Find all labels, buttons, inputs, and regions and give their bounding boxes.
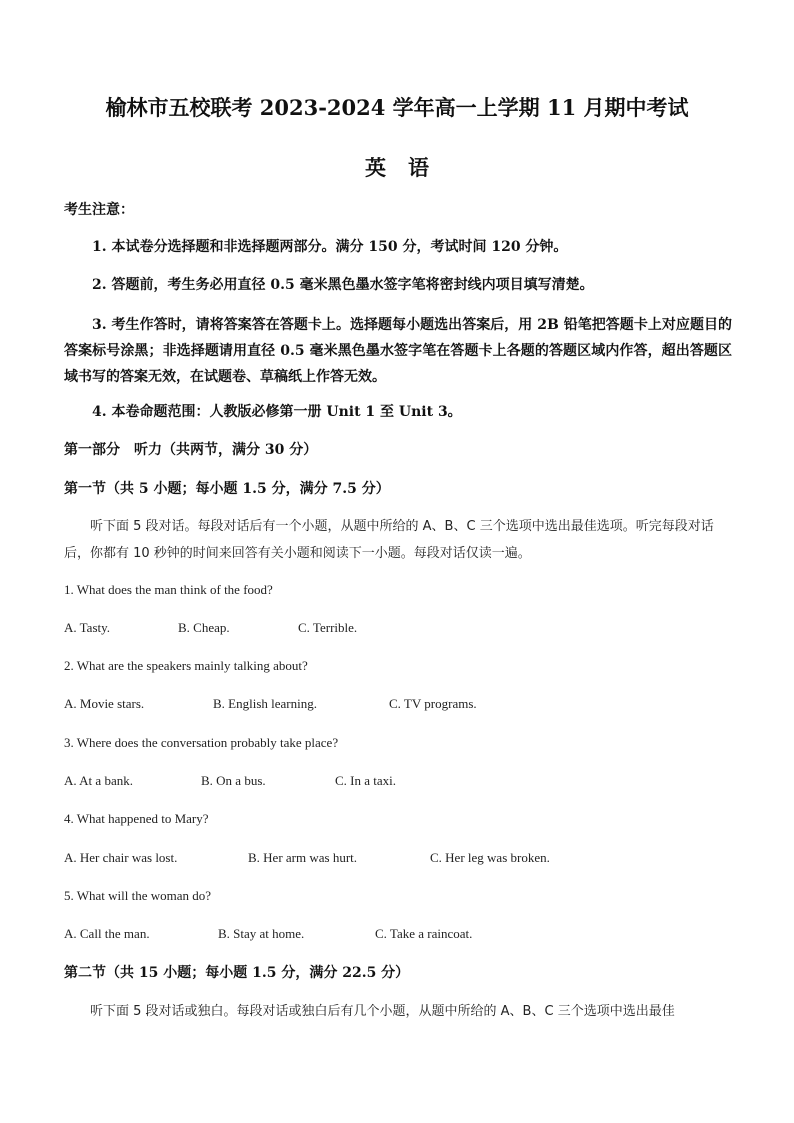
question-3-option-a: A. At a bank. [64,773,133,788]
question-5-option-a: A. Call the man. [64,926,150,941]
question-3-option-c: C. In a taxi. [335,773,397,788]
section1-heading: 第一节（共 5 小题；每小题 1.5 分，满分 7.5 分） [64,481,390,497]
question-1-option-a: A. Tasty. [64,620,111,635]
question-2-option-b: B. English learning. [213,696,317,711]
question-1-option-b: B. Cheap. [178,620,230,635]
question-4-stem: 4. What happened to Mary? [64,811,209,826]
question-1-stem: 1. What does the man think of the food? [64,582,273,597]
question-4-option-a: A. Her chair was lost. [64,850,178,865]
notice-item-4: 4. 本卷命题范围：人教版必修第一册 Unit 1 至 Unit 3。 [92,404,462,420]
question-2-stem: 2. What are the speakers mainly talking about? [64,658,308,673]
question-2-option-c: C. TV programs. [389,696,477,711]
section1-instructions: 听下面 5 段对话。每段对话后有一个小题，从题中所给的 A、B、C 三个选项中选出最佳选项。听完每段对话后，你都有 10 秒钟的时间来回答有关小题和阅读下一小题。每段对话仅读一遍。 [64,519,714,561]
notice-item-1: 1. 本试卷分选择题和非选择题两部分。满分 150 分，考试时间 120 分钟。 [92,239,568,255]
question-3-option-b: B. On a bus. [201,773,266,788]
question-1-option-c: C. Terrible. [298,620,358,635]
question-3-stem: 3. Where does the conversation probably take place? [64,735,339,750]
question-5-option-c: C. Take a raincoat. [375,926,473,941]
exam-title: 榆林市五校联考 2023-2024 学年高一上学期 11 月期中考试 [105,95,689,120]
question-5-option-b: B. Stay at home. [218,926,305,941]
notice-item-2: 2. 答题前，考生务必用直径 0.5 毫米黑色墨水签字笔将密封线内项目填写清楚。 [92,277,594,293]
section2-instructions: 听下面 5 段对话或独白。每段对话或独白后有几个小题，从题中所给的 A、B、C 三个选项中选出最佳 [90,1004,675,1019]
section2-heading: 第二节（共 15 小题；每小题 1.5 分，满分 22.5 分） [64,965,410,981]
subject-title: 英语 [365,155,451,180]
notice-heading: 考生注意： [64,202,134,218]
part1-heading: 第一部分 听力（共两节，满分 30 分） [64,442,318,458]
question-4-option-c: C. Her leg was broken. [430,850,550,865]
question-4-option-b: B. Her arm was hurt. [248,850,358,865]
question-5-stem: 5. What will the woman do? [64,888,212,903]
notice-item-3: 3. 考生作答时，请将答案答在答题卡上。选择题每小题选出答案后，用 2B 铅笔把答题卡上对应题目的答案标号涂黑；非选择题请用直径 0.5 毫米黑色墨水签字笔在答题卡上各题的答题区域内作答，超出答题区域书写的答案无效，在试题卷、草稿纸上作答无效。 [64,317,732,385]
question-2-option-a: A. Movie stars. [64,696,145,711]
